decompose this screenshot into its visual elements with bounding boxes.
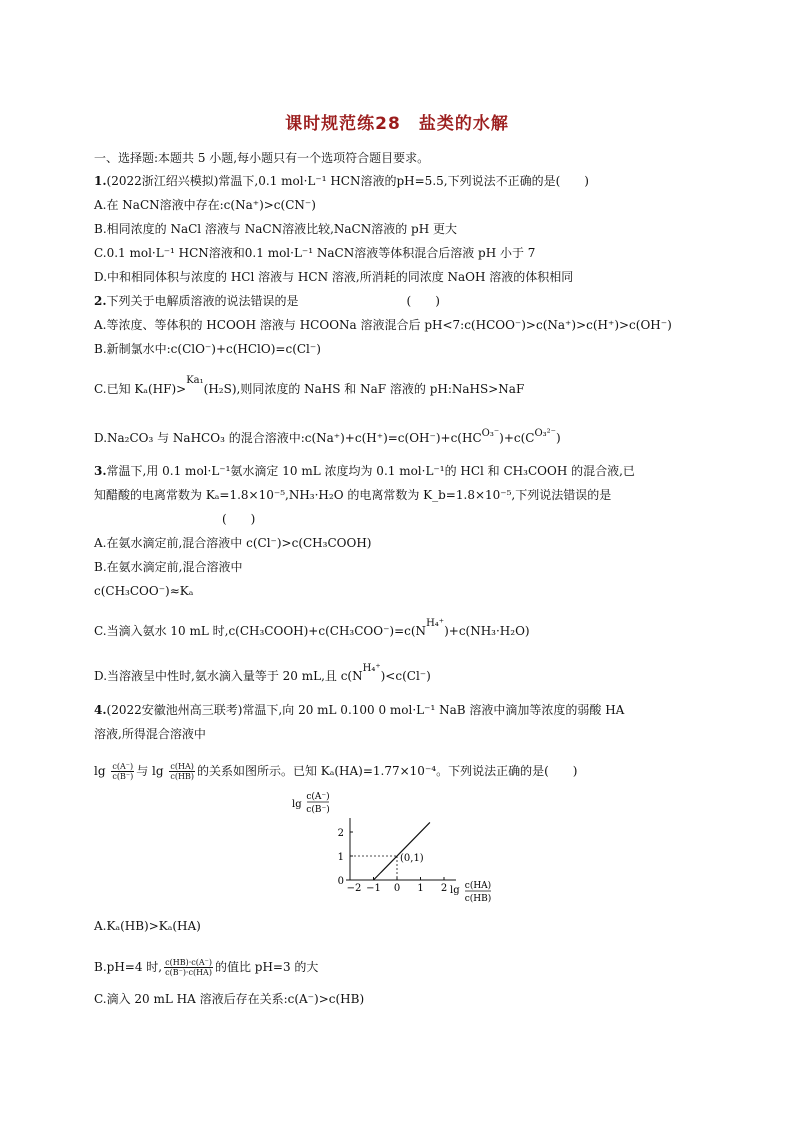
chart-svg (290, 785, 510, 915)
q2-option-d: D.Na₂CO₃ 与 NaHCO₃ 的混合溶液中$:c(Na^+)+c(H^+)=c(OH^-)+c(HC^{O_3^-})+c(C^{O_3^{2-}})$ (94, 428, 561, 445)
y-tick-label: 1 (337, 852, 344, 863)
x-axis-lg: lg (450, 885, 460, 896)
y-tick-label: 0 (337, 876, 344, 887)
q3-option-c: C.当滴入氨水 10 mL 时$,c(CH_3COOH)+c(CH_3COO^-)=c(N^{H_4^+})+c(NH_3\cdot H_2O)$ (94, 618, 530, 638)
q3-option-d: D.当溶液呈中性时,氨水滴入量等于 20 mL,且 $c(N^{H_4^+})<c(Cl^-)$ (94, 663, 431, 683)
y-axis-lg: lg (292, 799, 302, 810)
x-tick-label: −2 (346, 883, 362, 894)
q1-option-c: C.0.1 mol·L⁻¹ HCN溶液和0.1 mol·L⁻¹ NaCN溶液等体积混合后溶液 pH 小于 7 (94, 246, 536, 260)
question-4-stem-line1: 4.(2022安徽池州高三联考)常温下,向 20 mL 0.100 0 mol·L⁻¹ NaB 溶液中滴加等浓度的弱酸 HA (94, 703, 625, 717)
y-tick-label: 2 (337, 828, 344, 839)
q3-option-b-line1: B.在氨水滴定前,混合溶液中 (94, 560, 243, 574)
question-4-stem-line3: lg $\frac{c(A^-)}{c(B^-)}$ 与 lg $\frac{c(HA)}{c(HB)}$ 的关系如图所示。已知 Kₐ(HA)=1.77×10⁻⁴。下列说法正确的是( ) (94, 762, 578, 781)
y-axis-numerator: c(A⁻) (306, 792, 330, 802)
fraction-option-b: $\frac{c(HB)\cdot c(A^-)}{c(B^-)\cdot c(HA)}$ (165, 958, 212, 977)
q1-option-b: B.相同浓度的 NaCl 溶液与 NaCN溶液比较,NaCN溶液的 pH 更大 (94, 222, 458, 236)
question-number: 3. (94, 464, 107, 478)
point-annotation: (0,1) (400, 853, 424, 864)
fraction-cHA-cHB: $\frac{c(HA)}{c(HB)}$ (170, 762, 194, 781)
x-axis-numerator: c(HA) (464, 881, 492, 891)
question-1-stem: 1.(2022浙江绍兴模拟)常温下,0.1 mol·L⁻¹ HCN溶液的pH=5.5,下列说法不正确的是( ) (94, 174, 589, 188)
q4-option-a: A.Kₐ(HB)>Kₐ(HA) (94, 919, 201, 933)
data-line (374, 822, 430, 880)
q2-option-c: C.已知 Kₐ(HF)>$^{Ka_1}$(H₂S),则同浓度的 NaHS 和 NaF 溶液的 pH:NaHS>NaF (94, 375, 525, 396)
x-tick-label: 2 (440, 883, 448, 894)
y-axis-denominator: c(B⁻) (306, 805, 330, 815)
question-number: 1. (94, 174, 107, 188)
q3-answer-paren: ( ) (222, 512, 256, 526)
question-4-stem-line2: 溶液,所得混合溶液中 (94, 727, 206, 741)
question-number: 4. (94, 703, 107, 717)
x-axis-denominator: c(HB) (464, 894, 492, 904)
q4-option-c: C.滴入 20 mL HA 溶液后存在关系:c(A⁻)>c(HB) (94, 992, 365, 1006)
fraction-cA-cB: $\frac{c(A^-)}{c(B^-)}$ (112, 762, 134, 781)
question-3-stem-line2: 知醋酸的电离常数为 Kₐ=1.8×10⁻⁵,NH₃·H₂O 的电离常数为 K_b=1.8×10⁻⁵,下列说法错误的是 (94, 488, 612, 502)
lg-ratio-chart (290, 785, 510, 915)
q1-option-a: A.在 NaCN溶液中存在:c(Na⁺)>c(CN⁻) (94, 198, 316, 212)
x-tick-label: 1 (417, 883, 424, 894)
question-3-stem-line1: 3.常温下,用 0.1 mol·L⁻¹氨水滴定 10 mL 浓度均为 0.1 mol·L⁻¹的 HCl 和 CH₃COOH 的混合液,已 (94, 464, 635, 478)
page-title: 课时规范练28 盐类的水解 (285, 114, 509, 134)
section-heading: 一、选择题:本题共 5 小题,每小题只有一个选项符合题目要求。 (94, 151, 430, 165)
q1-option-d: D.中和相同体积与浓度的 HCl 溶液与 HCN 溶液,所消耗的同浓度 NaOH 溶液的体积相同 (94, 270, 574, 284)
q4-option-b: B.pH=4 时, $\frac{c(HB)\cdot c(A^-)}{c(B^-)\cdot c(HA)}$ 的值比 pH=3 的大 (94, 958, 319, 977)
x-tick-label: −1 (366, 883, 381, 894)
q3-option-b-line2: c(CH₃COO⁻)≈Kₐ (94, 584, 194, 598)
q3-option-a: A.在氨水滴定前,混合溶液中 c(Cl⁻)>c(CH₃COOH) (94, 536, 372, 550)
question-2-stem: 2.下列关于电解质溶液的说法错误的是 ( ) (94, 294, 440, 308)
q2-option-b: B.新制氯水中:c(ClO⁻)+c(HClO)=c(Cl⁻) (94, 342, 321, 356)
question-number: 2. (94, 294, 107, 308)
q2-option-a: A.等浓度、等体积的 HCOOH 溶液与 HCOONa 溶液混合后 pH<7:c(HCOO⁻)>c(Na⁺)>c(H⁺)>c(OH⁻) (94, 318, 672, 332)
x-tick-label: 0 (393, 883, 401, 894)
